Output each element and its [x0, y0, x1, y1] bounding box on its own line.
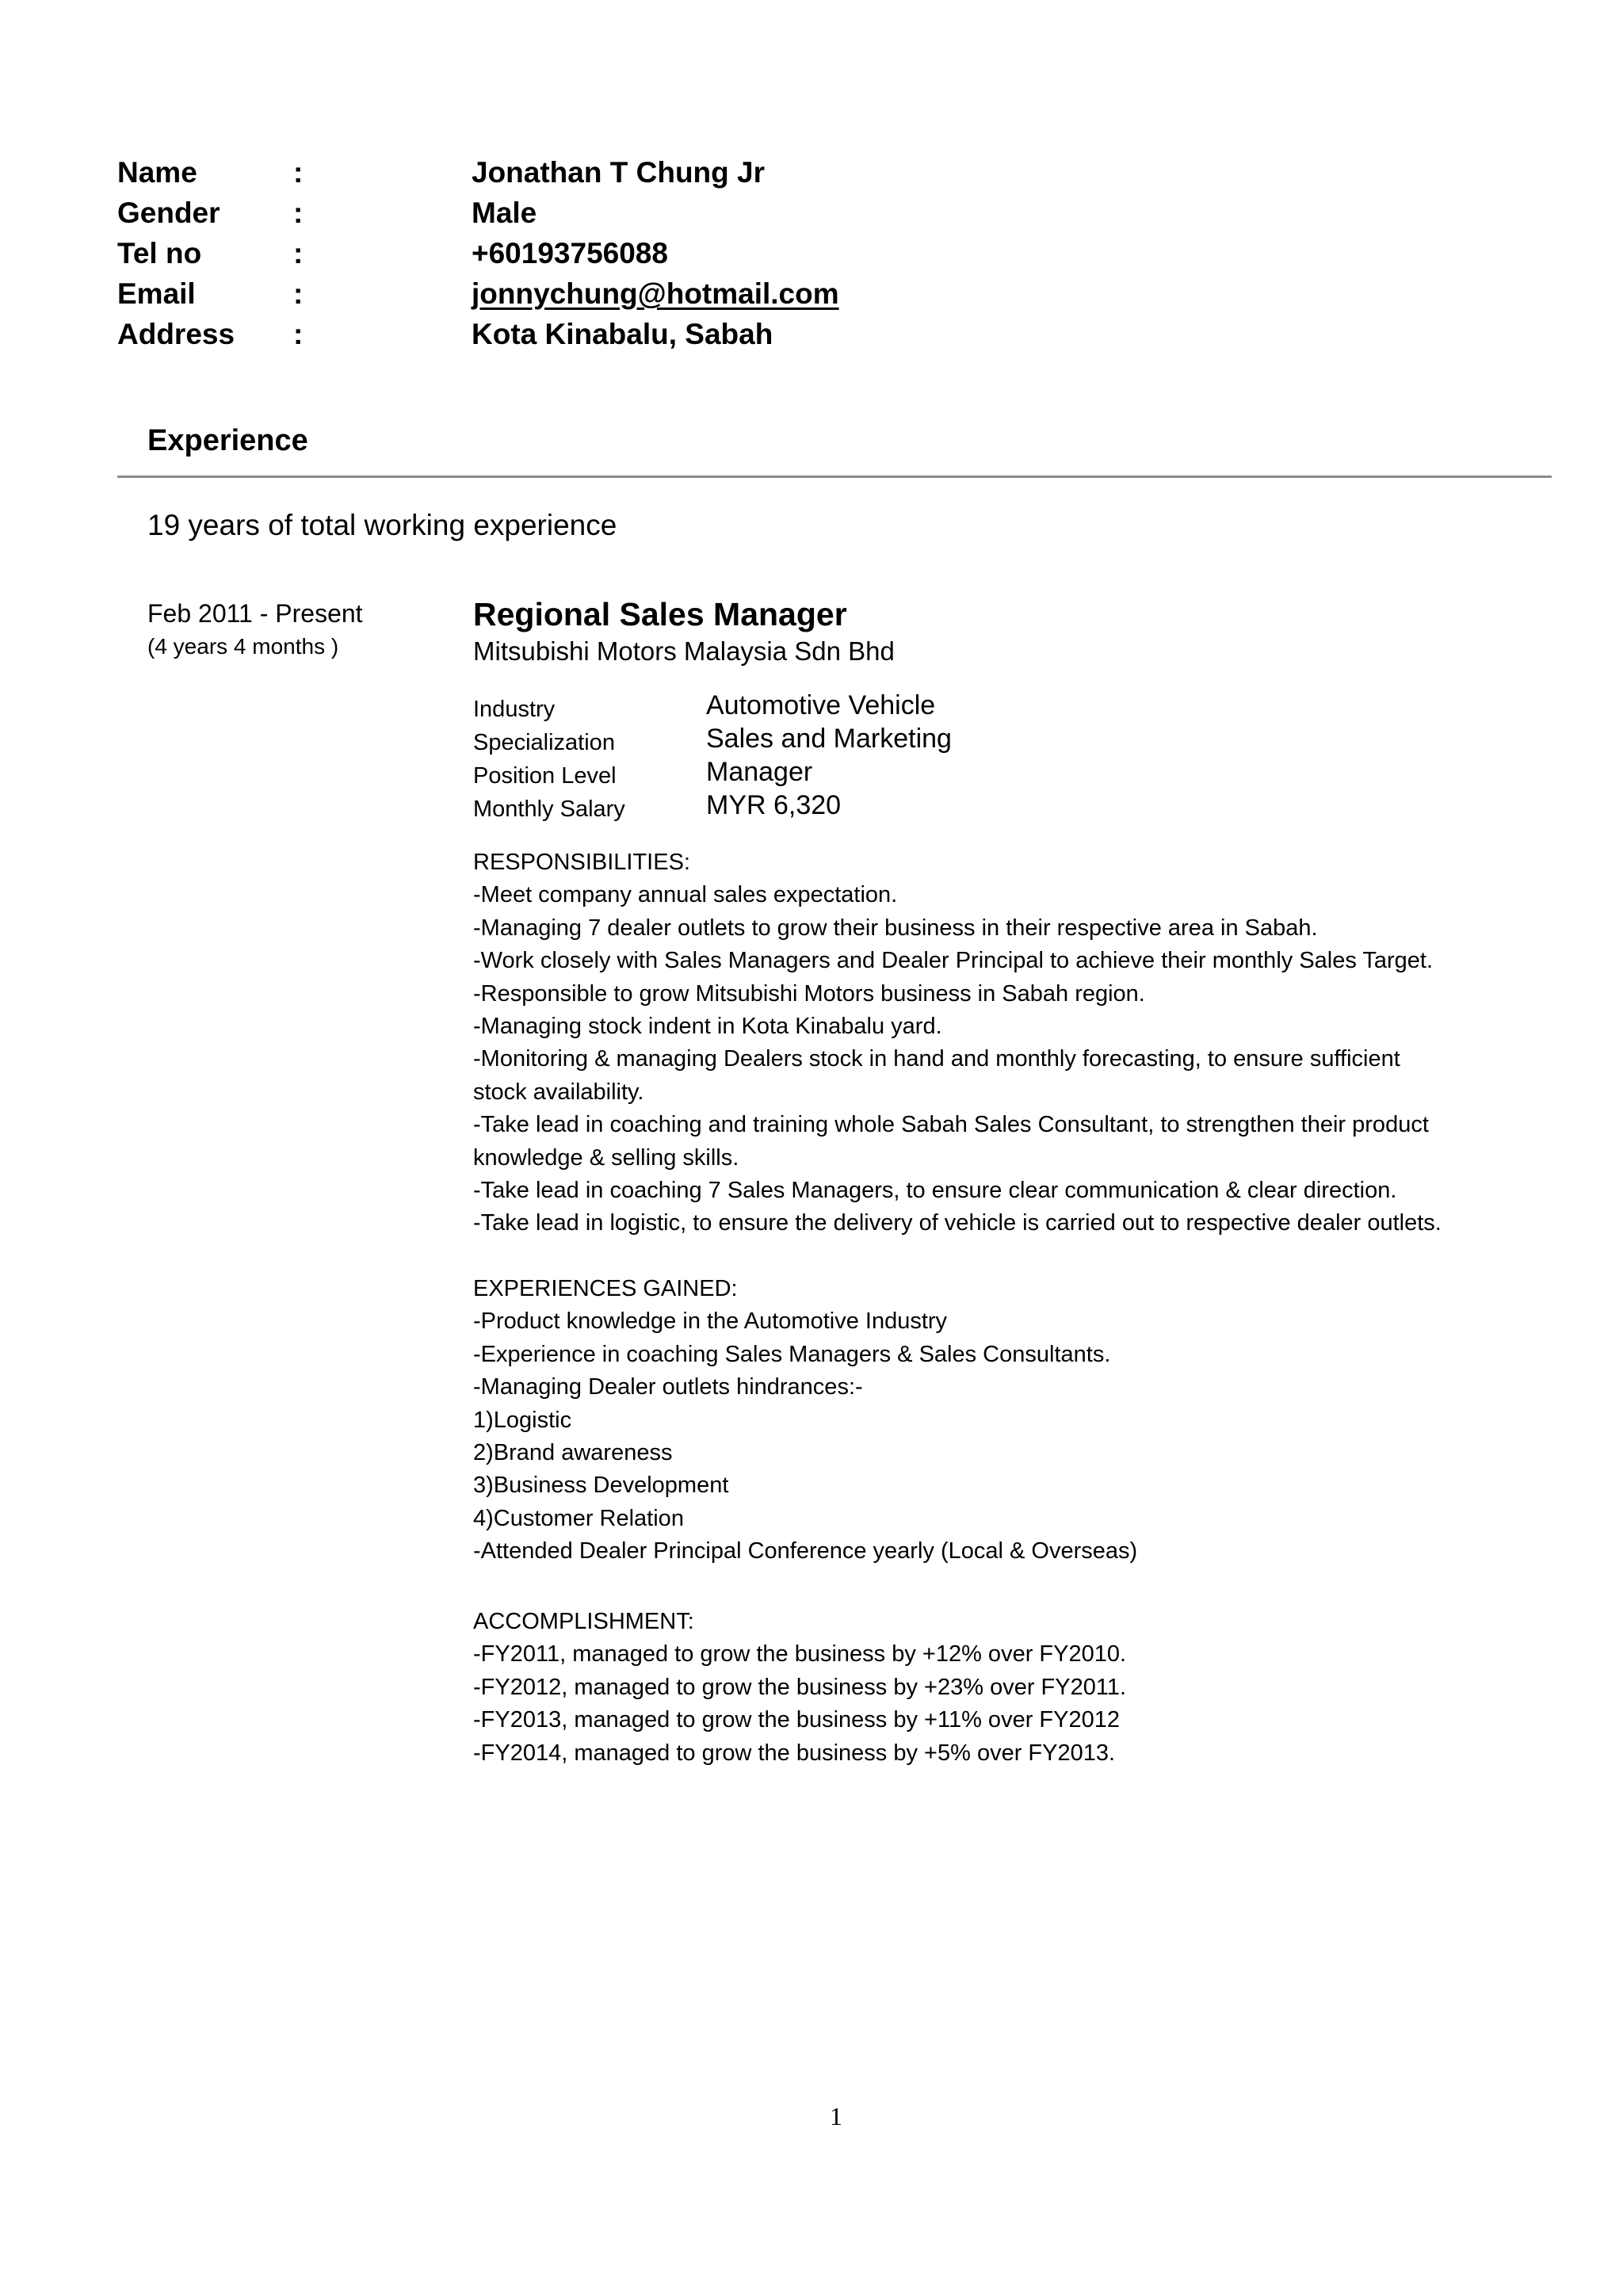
detail-value: Sales and Marketing — [706, 724, 952, 754]
experience-gained-line: -Managing Dealer outlets hindrances:- — [473, 1374, 863, 1400]
responsibility-line: -Work closely with Sales Managers and Dealer Principal to achieve their monthly Sales Target. — [473, 948, 1434, 974]
info-colon: : — [293, 237, 304, 269]
name-value: Jonathan T Chung Jr — [472, 156, 765, 189]
experience-gained-line: 2)Brand awareness — [473, 1440, 673, 1466]
experience-gained-line: -Attended Dealer Principal Conference yearly (Local & Overseas) — [473, 1538, 1138, 1564]
accomplishment-line: -FY2011, managed to grow the business by +12% over FY2010. — [473, 1641, 1127, 1668]
experiences-gained-block — [473, 1273, 1551, 1568]
page-number: 1 — [830, 2102, 842, 2130]
company-name: Mitsubishi Motors Malaysia Sdn Bhd — [473, 636, 895, 666]
experience-gained-line: -Experience in coaching Sales Managers & Sales Consultants. — [473, 1341, 1111, 1367]
total-experience: 19 years of total working experience — [147, 509, 617, 541]
accomplishment-line: -FY2012, managed to grow the business by +23% over FY2011. — [473, 1674, 1127, 1700]
accomplishment-heading: ACCOMPLISHMENT: — [473, 1609, 694, 1634]
address-value: Kota Kinabalu, Sabah — [472, 318, 773, 350]
responsibility-line: -Take lead in coaching and training whole Sabah Sales Consultant, to strengthen their product — [473, 1112, 1429, 1138]
job-date-range: Feb 2011 - Present — [147, 599, 363, 628]
responsibility-line: knowledge & selling skills. — [473, 1144, 739, 1171]
info-label: Name — [117, 156, 197, 189]
detail-label: Monthly Salary — [473, 797, 625, 822]
responsibility-line: -Managing stock indent in Kota Kinabalu yard. — [473, 1014, 942, 1040]
gender-value: Male — [472, 197, 537, 229]
detail-value: Automotive Vehicle — [706, 690, 936, 720]
job-duration: (4 years 4 months ) — [147, 634, 339, 659]
email-link[interactable]: jonnychung@hotmail.com — [472, 277, 839, 310]
info-colon: : — [293, 318, 304, 350]
responsibility-line: -Responsible to grow Mitsubishi Motors business in Sabah region. — [473, 980, 1145, 1007]
experience-heading: Experience — [147, 424, 308, 457]
detail-label: Specialization — [473, 730, 615, 755]
info-label: Address — [117, 318, 235, 350]
responsibility-line: -Take lead in coaching 7 Sales Managers, to ensure clear communication & clear direction. — [473, 1178, 1397, 1204]
detail-label: Industry — [473, 697, 556, 722]
info-colon: : — [293, 156, 304, 189]
info-colon: : — [293, 197, 304, 229]
experience-gained-line: 3)Business Development — [473, 1473, 729, 1499]
responsibility-line: -Take lead in logistic, to ensure the delivery of vehicle is carried out to respective dealer outlets. — [473, 1210, 1442, 1236]
responsibility-line: -Monitoring & managing Dealers stock in hand and monthly forecasting, to ensure sufficient — [473, 1046, 1400, 1072]
info-label: Email — [117, 277, 196, 310]
accomplishment-line: -FY2013, managed to grow the business by +11% over FY2012 — [473, 1707, 1120, 1733]
experience-gained-line: 1)Logistic — [473, 1407, 572, 1433]
detail-value: Manager — [706, 757, 813, 787]
info-label: Gender — [117, 197, 220, 229]
experience-gained-line: -Product knowledge in the Automotive Industry — [473, 1308, 948, 1335]
responsibilities-block — [473, 846, 1551, 1240]
experiences-gained-heading: EXPERIENCES GAINED: — [473, 1276, 738, 1301]
responsibilities-heading: RESPONSIBILITIES: — [473, 850, 690, 875]
tel-value: +60193756088 — [472, 237, 668, 269]
info-label: Tel no — [117, 237, 202, 269]
accomplishment-block — [473, 1606, 1551, 1770]
responsibility-line: -Managing 7 dealer outlets to grow their business in their respective area in Sabah. — [473, 915, 1318, 941]
detail-value: MYR 6,320 — [706, 790, 842, 820]
accomplishment-line: -FY2014, managed to grow the business by +5% over FY2013. — [473, 1740, 1116, 1766]
job-title: Regional Sales Manager — [473, 596, 847, 632]
detail-label: Position Level — [473, 763, 617, 789]
experience-gained-line: 4)Customer Relation — [473, 1505, 684, 1531]
section-divider — [117, 476, 1552, 478]
responsibility-line: stock availability. — [473, 1079, 644, 1105]
info-colon: : — [293, 277, 304, 310]
responsibility-line: -Meet company annual sales expectation. — [473, 882, 898, 908]
